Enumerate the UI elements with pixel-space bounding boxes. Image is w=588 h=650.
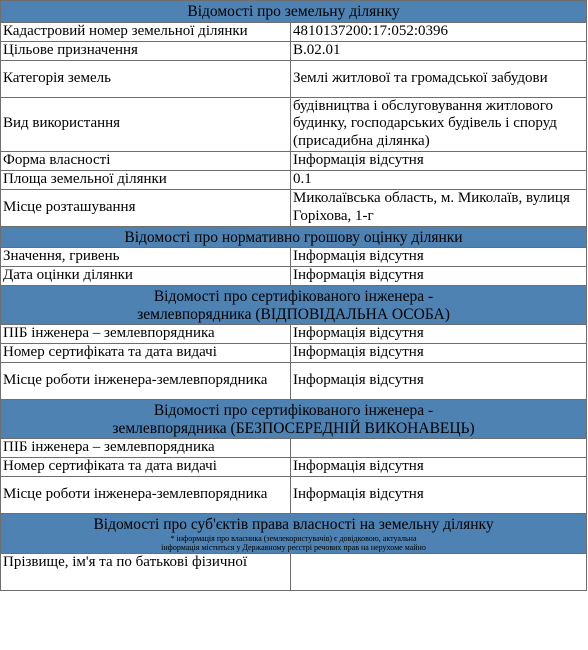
owners-note-line: * інформація про власника (землекористувачів) є довідковою, актуальна xyxy=(170,533,417,543)
row-value: 4810137200:17:052:0396 xyxy=(291,22,587,41)
row-label: Номер сертифіката та дата видачі xyxy=(1,458,291,477)
section-title xyxy=(1,400,587,439)
table-row xyxy=(1,344,587,363)
table-row xyxy=(1,363,587,400)
section-title-line: Відомості про сертифікованого інженера - xyxy=(153,288,434,305)
row-value xyxy=(291,553,587,590)
row-value: Інформація відсутня xyxy=(291,477,587,514)
table-row xyxy=(1,325,587,344)
row-value: будівництва і обслуговування житлового будинку, господарських будівель і споруд (присадибна ділянка) xyxy=(291,97,587,151)
row-label: Прізвище, ім'я та по батькові фізичної xyxy=(1,553,291,590)
table-row xyxy=(1,97,587,151)
row-label: ПІБ інженера – землевпорядника xyxy=(1,325,291,344)
row-value: Інформація відсутня xyxy=(291,151,587,170)
row-label: Кадастровий номер земельної ділянки xyxy=(1,22,291,41)
section-header-land xyxy=(1,1,587,23)
row-label: Площа земельної ділянки xyxy=(1,170,291,189)
row-value: Інформація відсутня xyxy=(291,267,587,286)
row-value xyxy=(291,439,587,458)
row-value: В.02.01 xyxy=(291,41,587,60)
row-label: Форма власності xyxy=(1,151,291,170)
row-value: Інформація відсутня xyxy=(291,325,587,344)
section-title-line: Відомості про суб'єктів права власності на земельну ділянку xyxy=(93,516,494,533)
row-label: Номер сертифіката та дата видачі xyxy=(1,344,291,363)
section-title xyxy=(1,514,587,554)
row-label: Місце розташування xyxy=(1,189,291,226)
section-title-line: землевпорядника (БЕЗПОСЕРЕДНІЙ ВИКОНАВЕЦЬ) xyxy=(112,419,475,437)
table-row xyxy=(1,41,587,60)
row-value: Інформація відсутня xyxy=(291,363,587,400)
section-header-valuation xyxy=(1,226,587,248)
table-row xyxy=(1,267,587,286)
table-row xyxy=(1,22,587,41)
section-title: Відомості про земельну ділянку xyxy=(1,1,587,23)
section-title-line: Відомості про сертифікованого інженера - xyxy=(153,402,434,419)
table-row xyxy=(1,458,587,477)
section-title-line: землевпорядника (ВІДПОВІДАЛЬНА ОСОБА) xyxy=(137,305,450,323)
row-label: Категорія земель xyxy=(1,60,291,97)
section-header-owners xyxy=(1,514,587,554)
table-row xyxy=(1,248,587,267)
row-label: Місце роботи інженера-землевпорядника xyxy=(1,363,291,400)
row-label: Місце роботи інженера-землевпорядника xyxy=(1,477,291,514)
row-label: Значення, гривень xyxy=(1,248,291,267)
row-label: Вид використання xyxy=(1,97,291,151)
row-value: Інформація відсутня xyxy=(291,344,587,363)
section-title: Відомості про нормативно грошову оцінку ділянки xyxy=(1,226,587,248)
table-row xyxy=(1,189,587,226)
row-value: Миколаївська область, м. Миколаїв, вулиця Горіхова, 1-г xyxy=(291,189,587,226)
table-row xyxy=(1,151,587,170)
row-value: Інформація відсутня xyxy=(291,458,587,477)
row-label: Цільове призначення xyxy=(1,41,291,60)
row-value: Інформація відсутня xyxy=(291,248,587,267)
row-label: Дата оцінки ділянки xyxy=(1,267,291,286)
section-header-engineer-responsible xyxy=(1,286,587,325)
section-header-engineer-executor xyxy=(1,400,587,439)
section-title xyxy=(1,286,587,325)
table-row xyxy=(1,170,587,189)
table-row xyxy=(1,60,587,97)
row-value: 0.1 xyxy=(291,170,587,189)
row-label: ПІБ інженера – землевпорядника xyxy=(1,439,291,458)
owners-note-line: інформація міститься у Державному реєстрі речових прав на нерухоме майно xyxy=(161,542,426,552)
row-value: Землі житлової та громадської забудови xyxy=(291,60,587,97)
table-row xyxy=(1,439,587,458)
table-row xyxy=(1,477,587,514)
table-row xyxy=(1,553,587,590)
